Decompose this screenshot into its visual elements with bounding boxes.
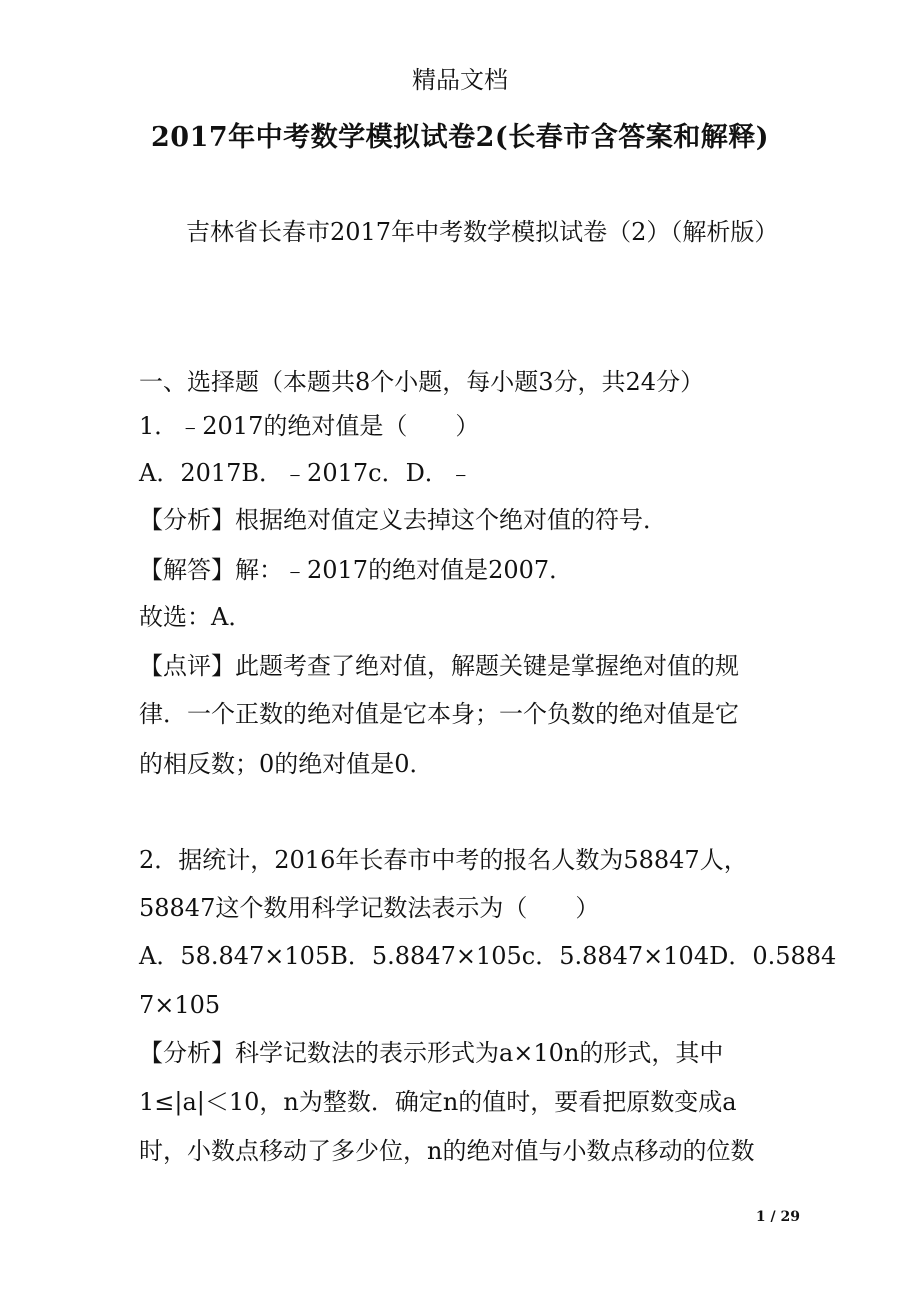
question-1-answer: 【解答】解：﹣2017的绝对值是2007．	[139, 556, 574, 584]
question-2-options-line-2: 7×105	[139, 991, 221, 1019]
question-2-analysis-line-3: 时，小数点移动了多少位，n的绝对值与小数点移动的位数	[139, 1137, 755, 1165]
question-1-choice: 故选：A．	[139, 603, 253, 631]
question-1-comment-line-1: 【点评】此题考查了绝对值，解题关键是掌握绝对值的规	[139, 652, 739, 680]
question-1-options: A．2017B．﹣2017c．D．﹣	[139, 459, 473, 487]
question-1-comment-line-2: 律．一个正数的绝对值是它本身；一个负数的绝对值是它	[139, 700, 739, 728]
page-number: 1 / 29	[755, 1209, 800, 1225]
document-subtitle: 吉林省长春市2017年中考数学模拟试卷（2）（解析版）	[186, 218, 779, 246]
question-2-line-2: 58847这个数用科学记数法表示为（ ）	[139, 894, 600, 922]
question-1-analysis: 【分析】根据绝对值定义去掉这个绝对值的符号．	[139, 506, 667, 534]
question-1-comment-line-3: 的相反数；0的绝对值是0．	[139, 750, 434, 778]
question-1: 1．﹣2017的绝对值是（ ）	[139, 412, 480, 440]
question-2-analysis-line-1: 【分析】科学记数法的表示形式为a×10n的形式，其中	[139, 1039, 724, 1067]
section-heading: 一、选择题（本题共8个小题，每小题3分，共24分）	[139, 368, 705, 396]
page-header: 精品文档	[412, 66, 508, 94]
question-2-line-1: 2．据统计，2016年长春市中考的报名人数为58847人，	[139, 846, 748, 874]
document-title: 2017年中考数学模拟试卷2(长春市含答案和解释)	[151, 122, 769, 153]
question-2-options-line-1: A．58.847×105B．5.8847×105c．5.8847×104D．0.5884	[139, 942, 837, 970]
question-2-analysis-line-2: 1≤|a|＜10，n为整数．确定n的值时，要看把原数变成a	[139, 1088, 737, 1116]
